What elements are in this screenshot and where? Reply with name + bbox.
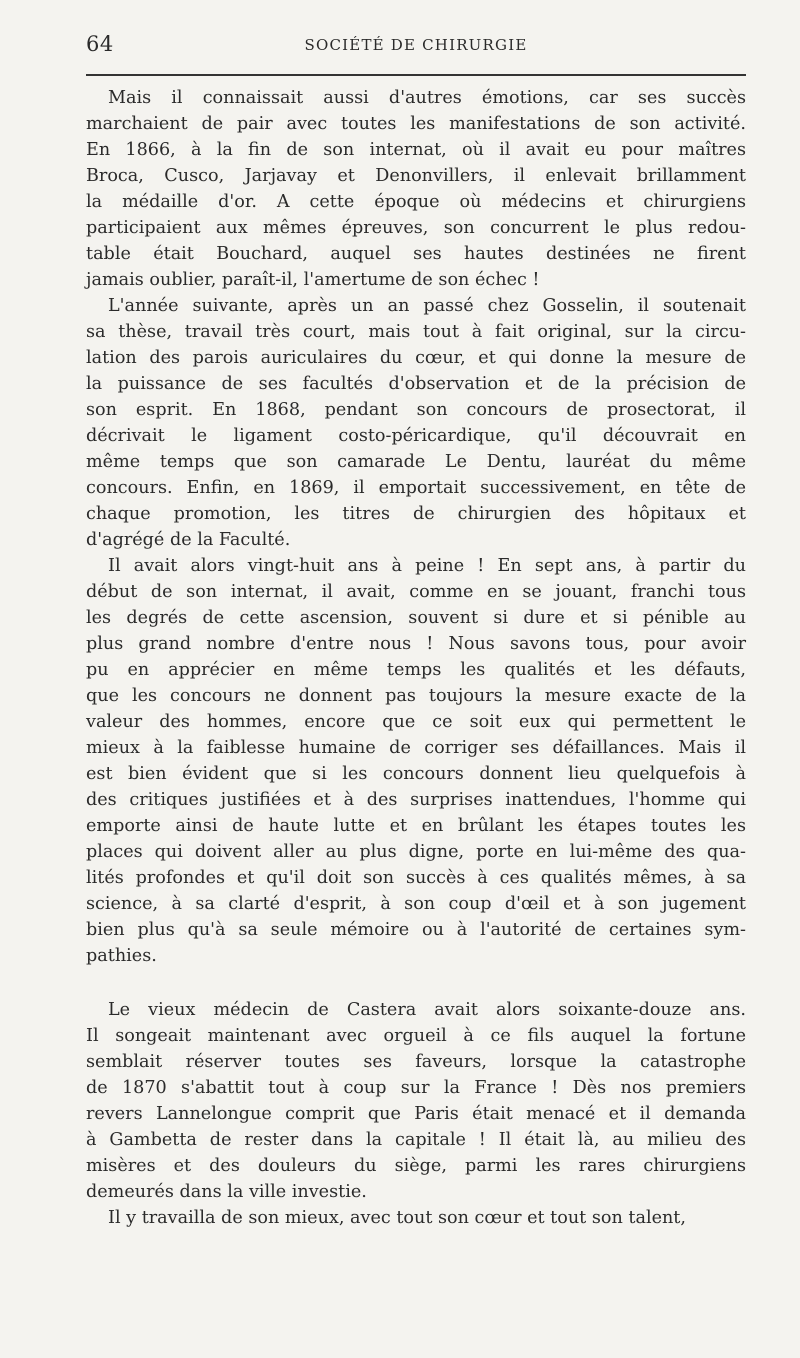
page-number: 64 — [86, 32, 114, 56]
section-gap — [86, 969, 746, 997]
text-line: lation des parois auriculaires du cœur, et qui donne la mesure de — [86, 348, 746, 368]
text-line: pathies. — [86, 946, 157, 966]
text-line: places qui doivent aller au plus digne, porte en lui-même des qua- — [86, 842, 746, 862]
text-line: valeur des hommes, encore que ce soit eux qui permettent le — [86, 712, 746, 732]
text-line: à Gambetta de rester dans la capitale ! Il était là, au milieu des — [86, 1130, 746, 1150]
running-head: SOCIÉTÉ DE CHIRURGIE — [304, 36, 528, 54]
text-line: lités profondes et qu'il doit son succès à ces qualités mêmes, à sa — [86, 868, 746, 888]
text-line: son esprit. En 1868, pendant son concours de prosectorat, il — [86, 400, 746, 420]
text-line: Il y travailla de son mieux, avec tout son cœur et tout son talent, — [108, 1208, 686, 1228]
text-line: plus grand nombre d'entre nous ! Nous savons tous, pour avoir — [86, 634, 746, 654]
text-line: la puissance de ses facultés d'observation et de la précision de — [86, 374, 746, 394]
text-line: L'année suivante, après un an passé chez Gosselin, il soutenait — [108, 296, 746, 316]
text-line: En 1866, à la fin de son internat, où il avait eu pour maîtres — [86, 140, 746, 160]
text-line: table était Bouchard, auquel ses hautes destinées ne firent — [86, 244, 746, 264]
text-line: jamais oublier, paraît-il, l'amertume de son échec ! — [86, 270, 540, 290]
paragraph — [86, 1205, 746, 1231]
text-line: participaient aux mêmes épreuves, son concurrent le plus redou- — [86, 218, 746, 238]
text-line: des critiques justifiées et à des surprises inattendues, l'homme qui — [86, 790, 746, 810]
text-line: que les concours ne donnent pas toujours la mesure exacte de la — [86, 686, 746, 706]
page-header — [86, 32, 746, 62]
text-line: bien plus qu'à sa seule mémoire ou à l'autorité de certaines sym- — [86, 920, 746, 940]
paragraph — [86, 997, 746, 1205]
text-line: les degrés de cette ascension, souvent si dure et si pénible au — [86, 608, 746, 628]
text-line: décrivait le ligament costo-péricardique, qu'il découvrait en — [86, 426, 746, 446]
text-line: Le vieux médecin de Castera avait alors soixante-douze ans. — [108, 1000, 746, 1020]
body-text — [86, 85, 746, 1231]
text-line: science, à sa clarté d'esprit, à son coup d'œil et à son jugement — [86, 894, 746, 914]
text-line: de 1870 s'abattit tout à coup sur la France ! Dès nos premiers — [86, 1078, 746, 1098]
paragraph — [86, 553, 746, 969]
text-line: début de son internat, il avait, comme en se jouant, franchi tous — [86, 582, 746, 602]
text-line: demeurés dans la ville investie. — [86, 1182, 367, 1202]
text-line: Il songeait maintenant avec orgueil à ce fils auquel la fortune — [86, 1026, 746, 1046]
text-line: Mais il connaissait aussi d'autres émotions, car ses succès — [108, 88, 746, 108]
text-line: est bien évident que si les concours donnent lieu quelquefois à — [86, 764, 746, 784]
header-rule — [86, 74, 746, 76]
text-line: d'agrégé de la Faculté. — [86, 530, 291, 550]
text-line: marchaient de pair avec toutes les manifestations de son activité. — [86, 114, 746, 134]
text-line: chaque promotion, les titres de chirurgien des hôpitaux et — [86, 504, 746, 524]
text-line: concours. Enfin, en 1869, il emportait successivement, en tête de — [86, 478, 746, 498]
paragraph — [86, 293, 746, 553]
text-line: sa thèse, travail très court, mais tout à fait original, sur la circu- — [86, 322, 746, 342]
text-line: Broca, Cusco, Jarjavay et Denonvillers, il enlevait brillamment — [86, 166, 746, 186]
text-line: mieux à la faiblesse humaine de corriger ses défaillances. Mais il — [86, 738, 746, 758]
text-line: revers Lannelongue comprit que Paris était menacé et il demanda — [86, 1104, 746, 1124]
text-line: emporte ainsi de haute lutte et en brûlant les étapes toutes les — [86, 816, 746, 836]
text-line: Il avait alors vingt-huit ans à peine ! En sept ans, à partir du — [108, 556, 746, 576]
text-line: semblait réserver toutes ses faveurs, lorsque la catastrophe — [86, 1052, 746, 1072]
text-line: misères et des douleurs du siège, parmi les rares chirurgiens — [86, 1156, 746, 1176]
text-line: même temps que son camarade Le Dentu, lauréat du même — [86, 452, 746, 472]
text-line: pu en apprécier en même temps les qualités et les défauts, — [86, 660, 746, 680]
text-line: la médaille d'or. A cette époque où médecins et chirurgiens — [86, 192, 746, 212]
paragraph — [86, 85, 746, 293]
